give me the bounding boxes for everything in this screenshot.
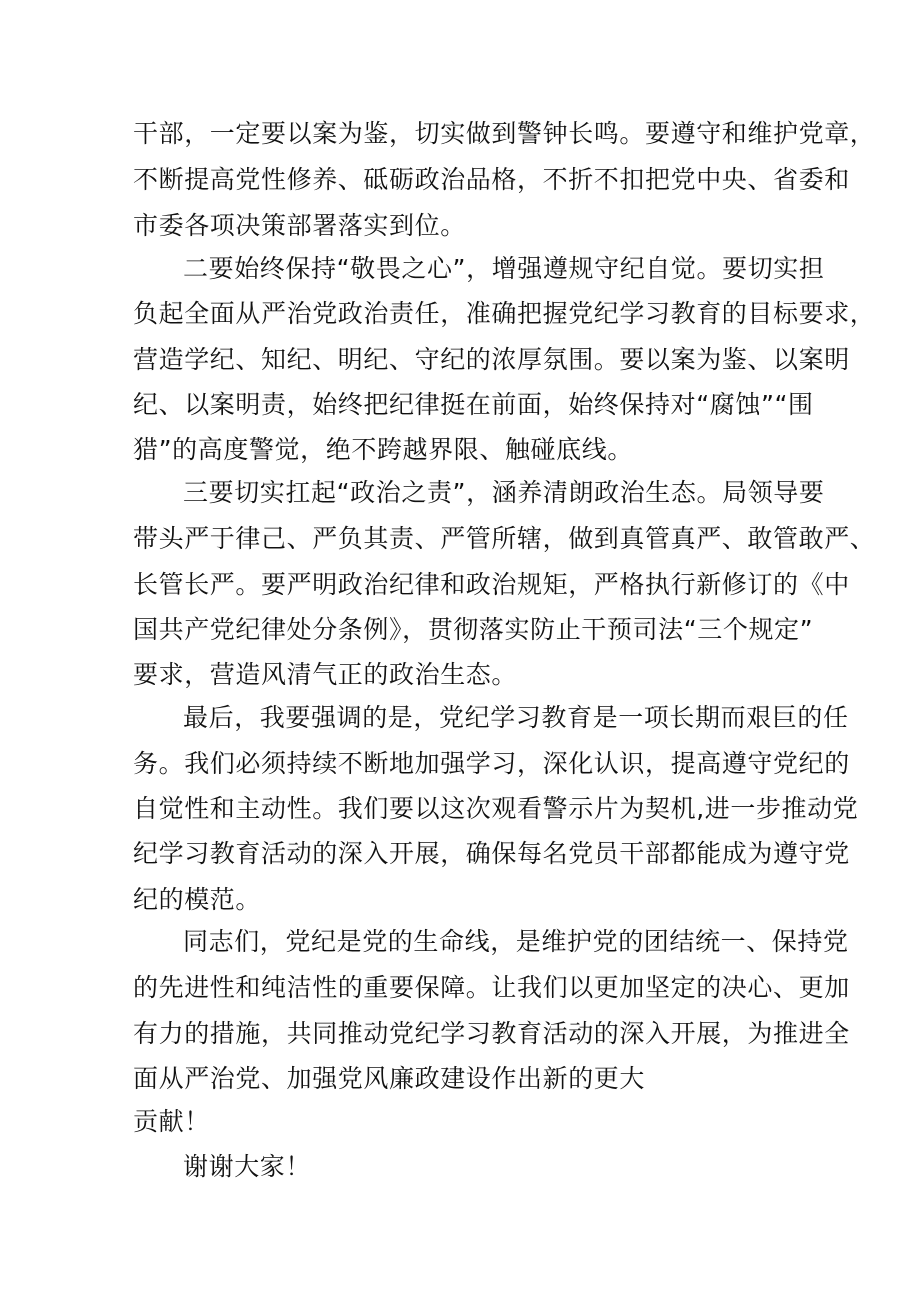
text-line: 长管长严。要严明政治纪律和政治规矩，严格执行新修订的《中 xyxy=(133,570,850,599)
text-line: 不断提高党性修养、砥砺政治品格，不折不扣把党中央、省委和 xyxy=(133,165,850,194)
text-line: 面从严治党、加强党风廉政建设作出新的更大 xyxy=(133,1064,646,1093)
text-line: 纪学习教育活动的深入开展，确保每名党员干部都能成为遵守党 xyxy=(133,839,850,868)
text-line: 的先进性和纯洁性的重要保障。让我们以更加坚定的决心、更加 xyxy=(133,973,850,1002)
text-line: 贡献！ xyxy=(133,1107,210,1136)
text-line: 营造学纪、知纪、明纪、守纪的浓厚氛围。要以案为鉴、以案明 xyxy=(133,345,850,374)
text-line: 谢谢大家！ xyxy=(183,1152,312,1181)
text-line: 带头严于律己、严负其责、严管所辖，做到真管真严、敢管敢严、 xyxy=(133,524,876,553)
text-line: 负起全面从严治党政治责任，准确把握党纪学习教育的目标要求， xyxy=(133,299,876,328)
text-line: 自觉性和主动性。我们要以这次观看警示片为契机,进一步推动党 xyxy=(133,794,859,823)
text-line: 二要始终保持“敬畏之心”，增强遵规守纪自觉。要切实担 xyxy=(183,254,825,283)
text-line: 纪、以案明责，始终把纪律挺在前面，始终保持对“腐蚀”“围 xyxy=(133,390,814,419)
text-line: 同志们，党纪是党的生命线，是维护党的团结统一、保持党 xyxy=(183,927,849,956)
text-line: 有力的措施，共同推动党纪学习教育活动的深入开展，为推进全 xyxy=(133,1019,850,1048)
text-line: 猎”的高度警觉，绝不跨越界限、触碰底线。 xyxy=(133,435,633,464)
text-line: 国共产党纪律处分条例》，贯彻落实防止干预司法“三个规定” xyxy=(133,615,814,644)
text-line: 干部，一定要以案为鉴，切实做到警钟长鸣。要遵守和维护党章， xyxy=(133,119,876,148)
text-line: 三要切实扛起“政治之责”，涵养清朗政治生态。局领导要 xyxy=(183,478,825,507)
text-line: 市委各项决策部署落实到位。 xyxy=(133,211,466,240)
text-line: 务。我们必须持续不断地加强学习，深化认识，提高遵守党纪的 xyxy=(133,749,850,778)
text-line: 最后，我要强调的是，党纪学习教育是一项长期而艰巨的任 xyxy=(183,703,849,732)
text-line: 要求，营造风清气正的政治生态。 xyxy=(133,660,518,689)
text-line: 纪的模范。 xyxy=(133,885,262,914)
